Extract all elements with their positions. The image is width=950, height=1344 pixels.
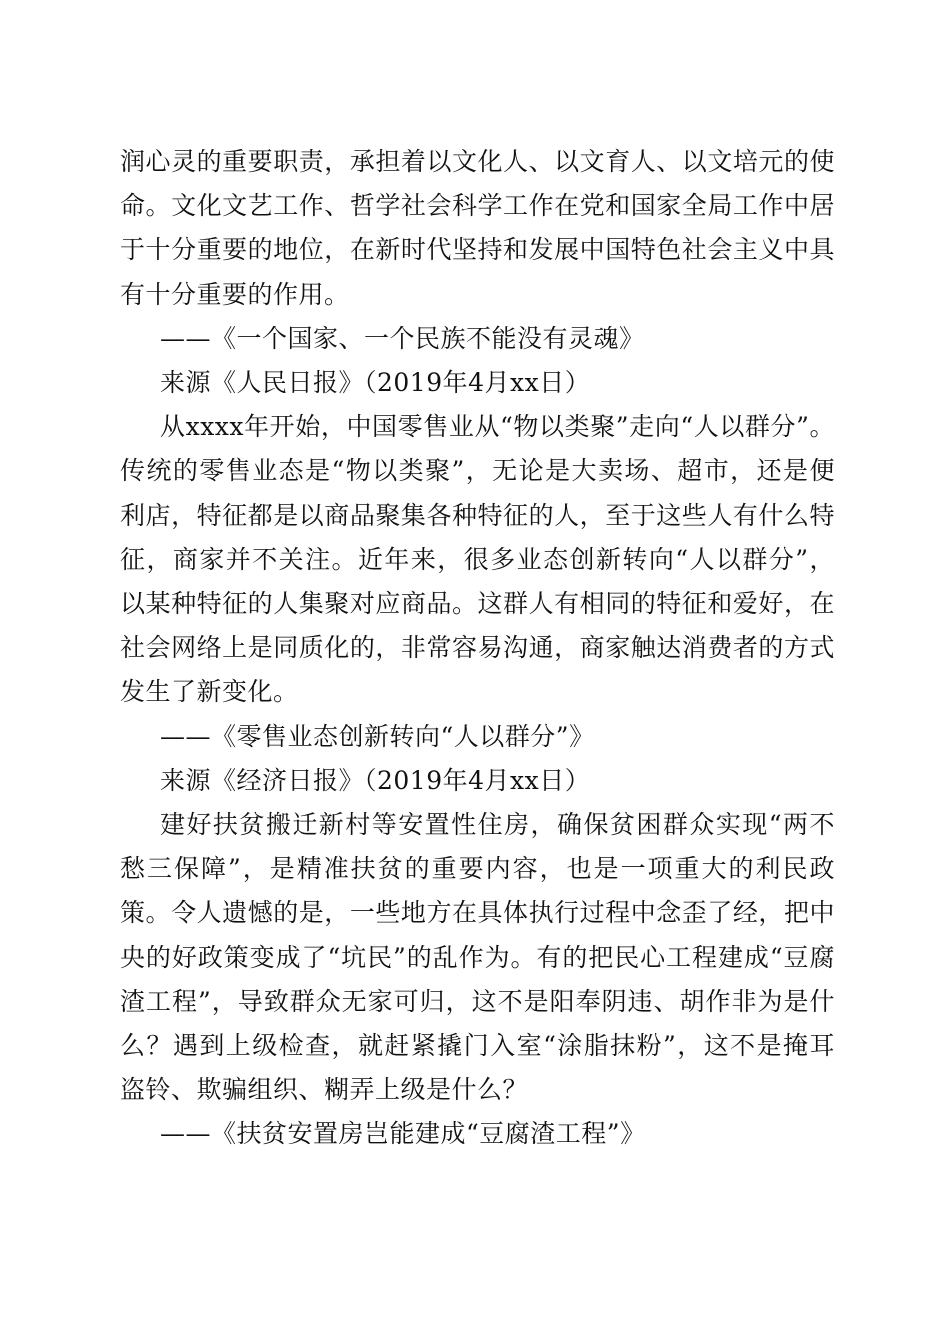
document-page <box>120 140 835 1157</box>
source-peoples-daily: 来源《人民日报》（2019年4月xx日） <box>160 368 591 398</box>
paragraph-poverty-housing: 建好扶贫搬迁新村等安置性住房，确保贫困群众实现“两不愁三保障”，是精准扶贫的重要内容，也是一项重大的利民政策。令人遗憾的是，一些地方在具体执行过程中念歪了经，把中央的好政策变成了“坑民”的乱作为。有的把民心工程建成“豆腐渣工程”，导致群众无家可归，这不是阳奉阴违、胡作非为是什么？遇到上级检查，就赶紧撬门入室“涂脂抹粉”，这不是掩耳盗铃、欺骗组织、糊弄上级是什么？ <box>120 810 835 1105</box>
paragraph-retail: 从xxxx年开始，中国零售业从“物以类聚”走向“人以群分”。传统的零售业态是“物以类聚”，无论是大卖场、超市，还是便利店，特征都是以商品聚集各种特征的人，至于这些人有什么特征，商家并不关注。近年来，很多业态创新转向“人以群分”，以某种特征的人集聚对应商品。这群人有相同的特征和爱好，在社会网络上是同质化的，非常容易沟通，商家触达消费者的方式发生了新变化。 <box>120 412 835 707</box>
attribution-poverty-housing: ——《扶贫安置房岂能建成“豆腐渣工程”》 <box>160 1119 646 1149</box>
attribution-soul: ——《一个国家、一个民族不能没有灵魂》 <box>160 323 645 353</box>
paragraph-culture: 润心灵的重要职责，承担着以文化人、以文育人、以文培元的使命。文化文艺工作、哲学社会科学工作在党和国家全局工作中居于十分重要的地位，在新时代坚持和发展中国特色社会主义中具有十分重要的作用。 <box>120 147 835 309</box>
attribution-retail: ——《零售业态创新转向“人以群分”》 <box>160 721 595 751</box>
source-economic-daily: 来源《经济日报》（2019年4月xx日） <box>160 765 591 795</box>
